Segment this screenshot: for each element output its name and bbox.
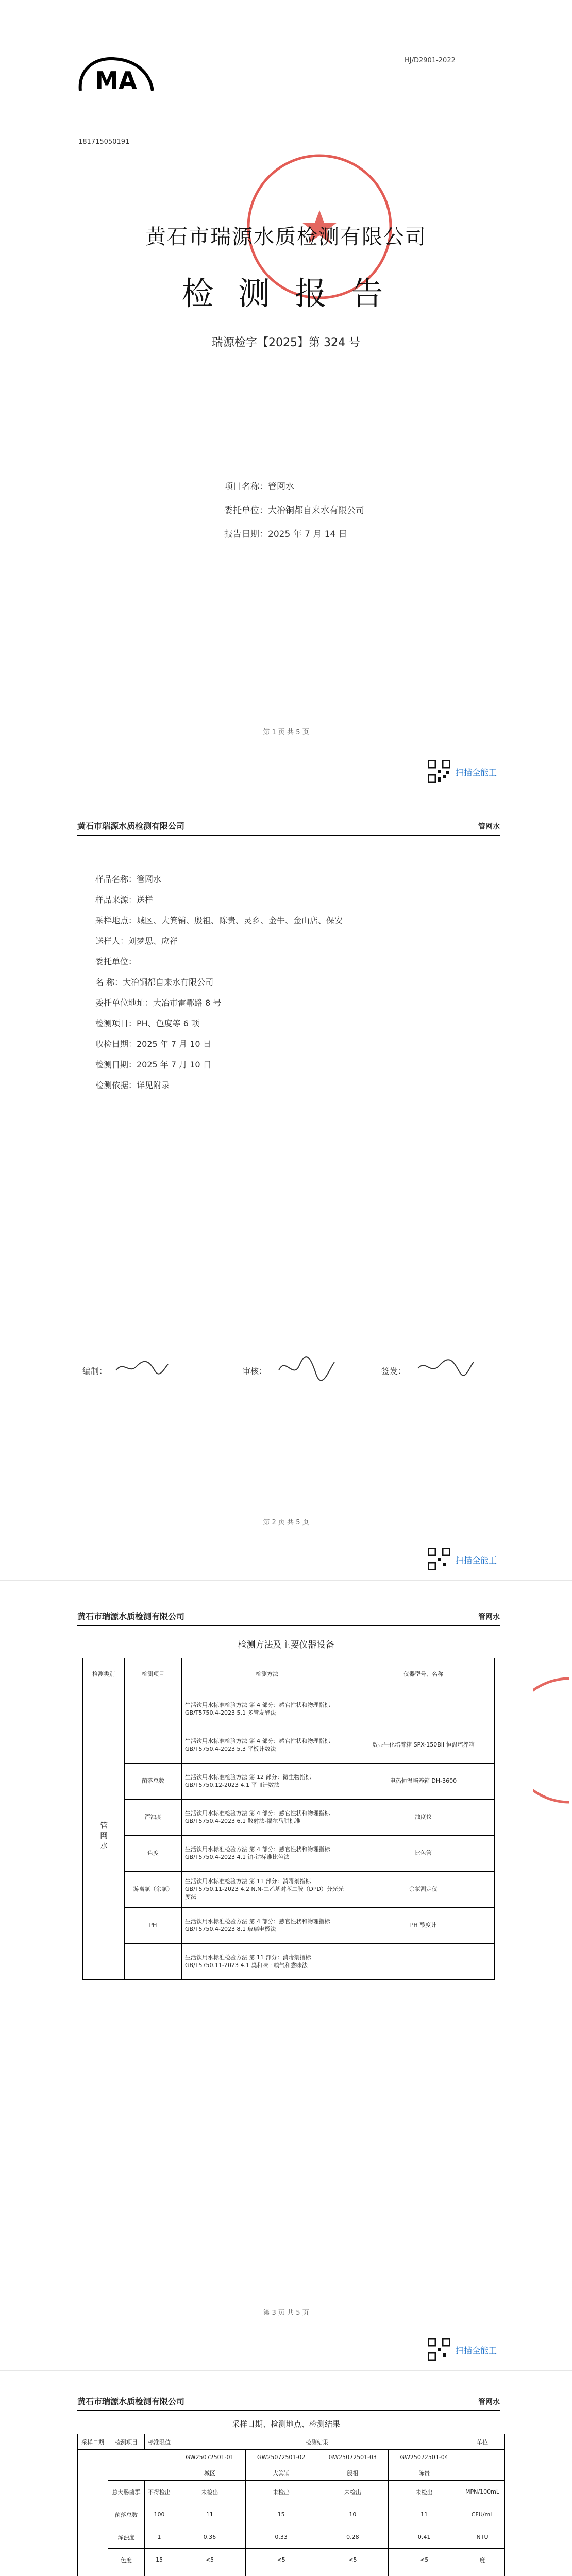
cover-field-date: 报告日期：2025 年 7 月 14 日 — [224, 529, 347, 539]
table-row — [83, 1944, 495, 1980]
column-header: 检测结果 — [174, 2434, 460, 2450]
instrument-cell: 比色管 — [352, 1836, 495, 1872]
cover-field-client: 委托单位：大冶铜都自来水有限公司 — [224, 505, 364, 516]
result-cell: <5 — [317, 2549, 389, 2571]
sample-code-row — [78, 2450, 505, 2465]
method-cell: 生活饮用水标准检验方法 第 4 部分：感官性状和物理指标 GB/T5750.4-2023 4.1 铂-钴标准比色法 — [182, 1836, 352, 1872]
report-title: 检 测 报 告 — [181, 275, 391, 312]
item-cell — [125, 1944, 182, 1980]
method-cell: 生活饮用水标准检验方法 第 4 部分：感官性状和物理指标 GB/T5750.4-2023 6.1 散射法-福尔马肼标准 — [182, 1800, 352, 1836]
instrument-cell: PH 酸度计 — [352, 1908, 495, 1944]
document-control-number: HJ/D2901-2022 — [405, 57, 456, 64]
sample-code: GW25072501-04 — [389, 2450, 460, 2465]
cover-field-project: 项目名称：管网水 — [224, 482, 294, 492]
info-field: 检测依据：详见附录 — [95, 1080, 170, 1090]
table-row — [83, 1691, 495, 1727]
scanner-watermark: 扫描全能王 — [428, 1548, 541, 1570]
limit-cell: 15 — [145, 2549, 174, 2571]
result-cell — [317, 2571, 389, 2576]
column-header: 仪器型号、名称 — [352, 1658, 495, 1691]
result-cell — [245, 2571, 317, 2576]
item-cell — [125, 1727, 182, 1764]
methods-page — [0, 1581, 572, 2371]
qr-code-icon — [428, 760, 450, 783]
running-header: 黄石市瑞源水质检测有限公司 管网水 — [77, 1606, 500, 1626]
result-cell: <5 — [174, 2549, 246, 2571]
instrument-cell: 数显生化培养箱 SPX-150BII 恒温培养箱 — [352, 1727, 495, 1764]
limit-cell: 不得检出 — [145, 2481, 174, 2503]
result-cell: 15 — [245, 2503, 317, 2526]
item-cell: 浑浊度 — [108, 2526, 145, 2549]
info-field: 样品名称：管网水 — [95, 874, 162, 884]
method-cell: 生活饮用水标准检验方法 第 4 部分：感官性状和物理指标 GB/T5750.4-2023 5.1 多管发酵法 — [182, 1691, 352, 1727]
table-row — [83, 1836, 495, 1872]
table-row — [78, 2526, 505, 2549]
page-number: 第 3 页 共 5 页 — [263, 2309, 309, 2317]
issuer-label: 签发： — [381, 1366, 407, 1376]
item-cell: 菌落总数 — [125, 1764, 182, 1800]
column-header: 标准限值 — [145, 2434, 174, 2450]
unit-cell: NTU — [460, 2526, 505, 2549]
result-cell: 0.41 — [389, 2526, 460, 2549]
result-cell: 未检出 — [389, 2481, 460, 2503]
category-cell: 管 网 水 — [83, 1691, 125, 1980]
qr-code-icon — [428, 2338, 450, 2361]
item-cell: PH — [125, 1908, 182, 1944]
sample-place: 大箕铺 — [245, 2465, 317, 2481]
table-row — [83, 1727, 495, 1764]
sample-place: 陈贵 — [389, 2465, 460, 2481]
info-page — [0, 790, 572, 1581]
cma-certificate-number: 181715050191 — [78, 138, 130, 146]
column-header: 检测方法 — [182, 1658, 352, 1691]
methods-caption: 检测方法及主要仪器设备 — [238, 1640, 334, 1650]
unit-cell — [460, 2571, 505, 2576]
table-header-row — [78, 2434, 505, 2450]
item-cell — [108, 2571, 145, 2576]
cover-page — [0, 0, 572, 790]
reviewer-label: 审核： — [242, 1366, 267, 1376]
compiler-signature — [113, 1357, 170, 1378]
result-cell: 0.36 — [174, 2526, 246, 2549]
info-field: 检测日期：2025 年 7 月 10 日 — [95, 1060, 211, 1070]
sample-code: GW25072501-01 — [174, 2450, 246, 2465]
page-number: 第 1 页 共 5 页 — [263, 728, 309, 736]
info-field: 委托单位地址：大冶市雷鄂路 8 号 — [95, 998, 222, 1008]
info-field: 送样人：刘梦思、应祥 — [95, 936, 178, 946]
table-row — [78, 2571, 505, 2576]
sample-code: GW25072501-02 — [245, 2450, 317, 2465]
sample-place: 城区 — [174, 2465, 246, 2481]
issuer-signature — [415, 1357, 477, 1378]
table-header-row — [83, 1658, 495, 1691]
report-number: 瑞源检字【2025】第 324 号 — [212, 336, 360, 349]
report-company-name: 黄石市瑞源水质检测有限公司 — [145, 225, 427, 249]
sampling-date-cell — [78, 2450, 108, 2576]
info-field: 委托单位： — [95, 957, 137, 967]
method-cell: 生活饮用水标准检验方法 第 4 部分：感官性状和物理指标 GB/T5750.4-2023 8.1 玻璃电极法 — [182, 1908, 352, 1944]
table-row — [78, 2503, 505, 2526]
result-cell: 11 — [389, 2503, 460, 2526]
result-cell: 10 — [317, 2503, 389, 2526]
column-header: 检测类别 — [83, 1658, 125, 1691]
running-header: 黄石市瑞源水质检测有限公司 管网水 — [77, 2392, 500, 2411]
info-field: 收检日期：2025 年 7 月 10 日 — [95, 1039, 211, 1049]
reviewer-signature — [276, 1353, 338, 1382]
column-header: 单位 — [460, 2434, 505, 2450]
result-cell: 未检出 — [245, 2481, 317, 2503]
unit-cell: 度 — [460, 2549, 505, 2571]
results-table — [77, 2434, 505, 2576]
limit-cell: 1 — [145, 2526, 174, 2549]
column-header: 采样日期 — [78, 2434, 108, 2450]
result-cell: 未检出 — [317, 2481, 389, 2503]
page-number: 第 2 页 共 5 页 — [263, 1519, 309, 1527]
result-cell: 11 — [174, 2503, 246, 2526]
item-cell — [125, 1691, 182, 1727]
info-field: 采样地点：城区、大箕铺、殷祖、陈贵、灵乡、金牛、金山店、保安 — [95, 916, 343, 925]
instrument-cell — [352, 1944, 495, 1980]
item-cell: 游离氯（余氯） — [125, 1872, 182, 1908]
method-cell: 生活饮用水标准检验方法 第 11 部分：消毒剂指标 GB/T5750.11-2023 4.1 臭和味 · 嗅气和尝味法 — [182, 1944, 352, 1980]
results-caption: 采样日期、检测地点、检测结果 — [231, 2419, 340, 2429]
item-cell: 浑浊度 — [125, 1800, 182, 1836]
scanner-watermark: 扫描全能王 — [428, 2338, 541, 2361]
column-header: 检测项目 — [108, 2434, 145, 2450]
item-cell: 菌落总数 — [108, 2503, 145, 2526]
item-cell: 色度 — [108, 2549, 145, 2571]
results-page — [0, 2371, 572, 2576]
compiler-label: 编制： — [82, 1366, 108, 1376]
result-cell: 0.28 — [317, 2526, 389, 2549]
instrument-cell: 浊度仪 — [352, 1800, 495, 1836]
item-cell: 总大肠菌群 — [108, 2481, 145, 2503]
sample-place: 殷祖 — [317, 2465, 389, 2481]
scanner-watermark: 扫描全能王 — [428, 760, 541, 783]
method-cell: 生活饮用水标准检验方法 第 4 部分：感官性状和物理指标 GB/T5750.4-2023 5.3 平板计数法 — [182, 1727, 352, 1764]
result-cell — [174, 2571, 246, 2576]
table-row — [83, 1872, 495, 1908]
edge-seal — [533, 1673, 569, 1807]
method-cell: 生活饮用水标准检验方法 第 12 部分：微生物指标 GB/T5750.12-2023 4.1 平皿计数法 — [182, 1764, 352, 1800]
unit-cell: CFU/mL — [460, 2503, 505, 2526]
result-cell — [389, 2571, 460, 2576]
table-row — [83, 1764, 495, 1800]
info-field: 检测项目：PH、色度等 6 项 — [95, 1019, 200, 1028]
cma-logo — [77, 56, 155, 94]
info-field: 样品来源：送样 — [95, 895, 154, 905]
result-cell: <5 — [389, 2549, 460, 2571]
result-cell: <5 — [245, 2549, 317, 2571]
instrument-cell — [352, 1691, 495, 1727]
result-cell: 未检出 — [174, 2481, 246, 2503]
qr-code-icon — [428, 1548, 450, 1570]
result-cell: 0.33 — [245, 2526, 317, 2549]
table-row — [78, 2549, 505, 2571]
methods-table — [82, 1658, 495, 1980]
running-header: 黄石市瑞源水质检测有限公司 管网水 — [77, 816, 500, 836]
unit-cell: MPN/100mL — [460, 2481, 505, 2503]
table-row — [83, 1800, 495, 1836]
method-cell: 生活饮用水标准检验方法 第 11 部分：消毒剂指标 GB/T5750.11-2023 4.2 N,N-二乙基对苯二胺（DPD）分光光度法 — [182, 1872, 352, 1908]
limit-cell — [145, 2571, 174, 2576]
instrument-cell: 电热恒温培养箱 DH-3600 — [352, 1764, 495, 1800]
limit-cell: 100 — [145, 2503, 174, 2526]
info-field: 名 称：大冶铜都自来水有限公司 — [95, 977, 214, 987]
table-row — [78, 2481, 505, 2503]
instrument-cell: 余氯测定仪 — [352, 1872, 495, 1908]
item-cell: 色度 — [125, 1836, 182, 1872]
table-row — [83, 1908, 495, 1944]
cma-logo-text: MA — [95, 66, 137, 94]
sample-code: GW25072501-03 — [317, 2450, 389, 2465]
column-header: 检测项目 — [125, 1658, 182, 1691]
